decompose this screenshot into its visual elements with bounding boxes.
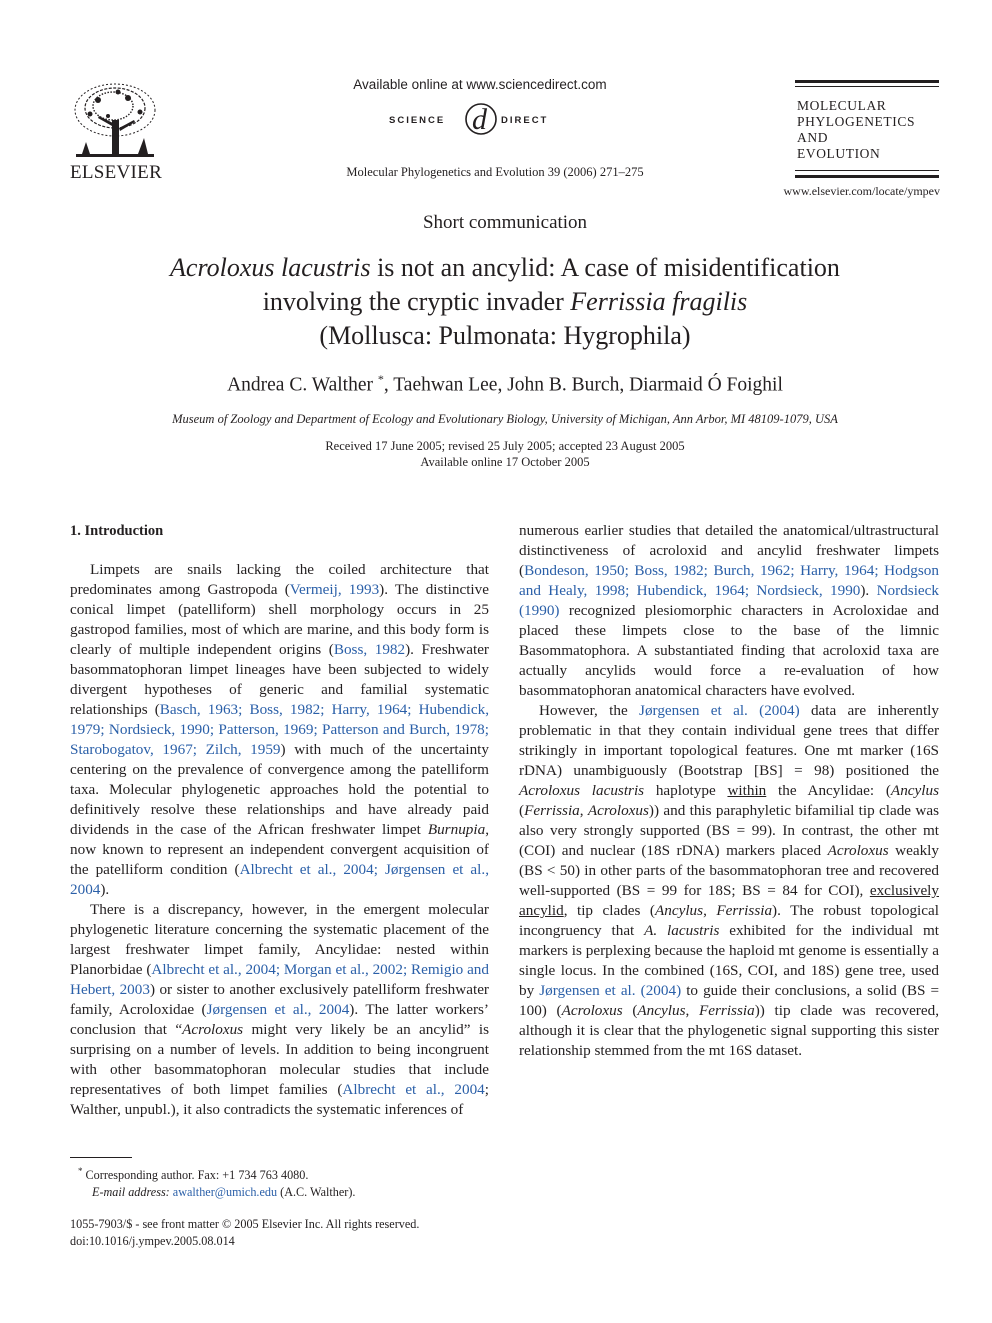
body-text: the xyxy=(865,622,901,639)
body-text: ). Freshwater basommatophoran limpet lineages have been subjected to widely divergent hypotheses of generic and familial systematic relationships ( xyxy=(70,641,489,718)
body-text: substantiated xyxy=(654,642,742,659)
body-text: ) or sister to another exclusively patelliform freshwater family, Acroloxidae ( xyxy=(70,981,489,1018)
citation-link[interactable]: 1998; xyxy=(594,582,637,599)
corresponding-author-mark[interactable]: * xyxy=(377,372,384,386)
journal-url-link[interactable]: www.elsevier.com/locate/ympev xyxy=(783,184,940,198)
italic-term: A. lacustris xyxy=(644,922,720,939)
body-text: actually xyxy=(519,662,586,679)
body-text: , tip clades ( xyxy=(563,902,655,919)
affiliation: Museum of Zoology and Department of Ecology and Evolutionary Biology, University of Michigan, Ann Arbor, MI 48109-1079, USA xyxy=(172,412,838,426)
footnote-email-label: E-mail address: xyxy=(92,1185,170,1200)
journal-rule xyxy=(795,170,939,171)
sciencedirect-logo-icon xyxy=(385,98,585,140)
journal-name xyxy=(797,98,947,162)
body-text: in xyxy=(812,602,833,619)
body-text: numerous xyxy=(519,522,585,539)
body-text: the xyxy=(758,522,783,539)
front-matter xyxy=(70,1216,500,1250)
italic-term: Ferrissia xyxy=(699,1002,755,1019)
copyright-line: 1055-7903/$ - see front matter © 2005 Elsevier Inc. All rights reserved. xyxy=(70,1217,420,1231)
body-text: ( xyxy=(519,802,525,819)
body-text: to guide their conclusions, a solid (BS = 100) ( xyxy=(519,982,940,1019)
body-text: , xyxy=(685,1002,699,1019)
body-text: data are inherently problematic in that they contain individual gene trees that differ strikingly in important topological features. One mt marker (16S rDNA) unambiguously (Bootstrap [BS] = 98) positioned the xyxy=(519,702,939,779)
body-text: ). The distinctive conical limpet (patelliform) shell morphology occurs in 25 gastropod families, most of which are marine, and this body form is clearly of multiple independent origins ( xyxy=(70,581,489,658)
body-text: are xyxy=(920,642,939,659)
body-text: the xyxy=(758,622,794,639)
body-text: placed xyxy=(519,622,575,639)
body-text: base xyxy=(793,622,837,639)
body-text: these xyxy=(574,622,623,639)
journal-name-line: EVOLUTION xyxy=(797,146,881,161)
body-text: of xyxy=(622,542,650,559)
citation-link[interactable]: 1982; xyxy=(673,562,714,579)
journal-name-line: MOLECULAR xyxy=(797,98,887,113)
italic-term: Acroloxus xyxy=(561,1002,623,1019)
body-text: evolved. xyxy=(803,682,856,699)
svg-text:d: d xyxy=(472,103,487,136)
citation-link[interactable]: Boss, xyxy=(634,562,674,579)
title-line-2: involving the cryptic invader xyxy=(262,287,571,316)
body-text: to xyxy=(730,622,759,639)
italic-term: Acroloxus xyxy=(827,842,889,859)
citation-link[interactable]: Vermeij, 1993 xyxy=(289,581,380,598)
citation-link[interactable]: 1964; xyxy=(843,562,885,579)
body-text: close xyxy=(683,622,731,639)
paragraph-3 xyxy=(519,701,939,1061)
citation-link[interactable]: Bondeson, xyxy=(524,562,595,579)
journal-rule xyxy=(795,80,939,83)
citation-link[interactable]: Albrecht et al., 2004; Morgan et al., 2002; Remigio and Hebert, 2003 xyxy=(70,961,489,998)
italic-term: Ferrissia xyxy=(716,902,773,919)
citation-link[interactable]: Basch, 1963; Boss, 1982; Harry, 1964; Hubendick, 1979; Nordsieck, 1990; Patterson, 1969; Patterson and Burch, 1978; Starobogatov, 1967; Zilch, 1959 xyxy=(70,701,490,758)
body-text: ). xyxy=(100,881,110,898)
body-text: acroloxid xyxy=(649,542,721,559)
article-dates xyxy=(0,438,992,470)
italic-term: Acroloxus xyxy=(182,1021,244,1038)
body-text: ( xyxy=(519,562,525,579)
title-species-2: Ferrissia fragilis xyxy=(570,287,748,316)
body-text: exhibited for the individual mt markers is perplexing because the haploid mt genome is essentially a single locus. In the combined (16S, COI, and 18S) gene tree, used by xyxy=(519,922,939,999)
journal-rule xyxy=(795,175,939,178)
paragraph-2-continued xyxy=(519,521,939,701)
journal-name-line: AND xyxy=(797,130,829,145)
body-text: ). The robust topological incongruency that xyxy=(519,902,939,939)
received-dates: Received 17 June 2005; revised 25 July 2005; accepted 23 August 2005 xyxy=(325,439,685,453)
body-text: basommatophoran xyxy=(519,682,635,699)
citation-link[interactable]: Jørgensen et al. (2004) xyxy=(539,982,682,999)
body-text: A xyxy=(636,642,655,659)
publisher-wordmark: ELSEVIER xyxy=(69,162,163,183)
section-label: Short communication xyxy=(422,212,588,233)
journal-rule xyxy=(795,86,939,87)
author-first[interactable]: Andrea C. Walther xyxy=(227,374,373,396)
citation-link[interactable]: Healy, xyxy=(548,582,595,599)
body-text: freshwater xyxy=(816,542,895,559)
author-list xyxy=(0,372,992,397)
citation-link[interactable]: Albrecht et al., 2004 xyxy=(342,1081,485,1098)
title-line-1: is not an ancylid: A case of misidentification xyxy=(370,253,840,282)
body-text: taxa xyxy=(887,642,921,659)
article-title xyxy=(96,251,914,353)
available-online-text: Available online at www.sciencedirect.com xyxy=(353,77,607,92)
body-text: anatomical/ultrastructural xyxy=(782,522,939,539)
italic-term: Acroloxus lacustris xyxy=(519,782,645,799)
body-text: limpets xyxy=(622,622,684,639)
body-text: and xyxy=(721,542,758,559)
body-text: Acroloxidae xyxy=(832,602,918,619)
body-text: re-evaluation xyxy=(783,662,883,679)
body-text: , xyxy=(579,802,588,819)
body-text: characters xyxy=(741,602,813,619)
citation-link[interactable]: 1990 xyxy=(830,582,861,599)
citation-link[interactable]: 1962; xyxy=(759,562,801,579)
body-text: )) and this paraphyletic bifamilial tip clade was also very strongly supported (BS = 99). In contrast, the other mt (COI) and nuclear (18S rDNA) markers placed xyxy=(519,802,939,859)
body-text: There is a discrepancy, however, in the emergent molecular phylogenetic literature concerning the systematic placement of the largest freshwater limpet family, Ancylidae: nested within Planorbidae ( xyxy=(70,901,489,978)
emphasis-underline: exclusively ancylid xyxy=(519,882,939,919)
body-text: detailed xyxy=(705,522,759,539)
body-text: , now known to represent an independent convergent acquisition of the patelliform condition ( xyxy=(70,821,489,878)
paragraph-2 xyxy=(70,900,489,1120)
citation-link[interactable]: Albrecht et al., 2004; Jørgensen et al., 2004 xyxy=(70,861,489,898)
citation-link[interactable]: (1990) xyxy=(519,602,560,619)
journal-name-line: PHYLOGENETICS xyxy=(797,114,916,129)
body-text: that xyxy=(792,642,823,659)
citation-link[interactable]: Jørgensen et al. (2004) xyxy=(639,702,800,719)
body-text: weakly (BS < 50) in other parts of the basommatophoran tree and recovered well-supported (BS = 99 for 18S; BS = 84 for COI), xyxy=(519,842,939,899)
author-rest: , Taehwan Lee, John B. Burch, Diarmaid Ó Foighil xyxy=(383,374,783,396)
citation-link[interactable]: Harry, xyxy=(800,562,844,579)
citation-link[interactable]: Hubendick, xyxy=(636,582,715,599)
body-text: ; Walther, unpubl.), it also contradicts the systematic inferences of xyxy=(70,1081,489,1118)
body-text: distinctiveness xyxy=(519,542,623,559)
footnote-email-suffix: (A.C. Walther). xyxy=(277,1185,356,1200)
citation-link[interactable]: Burch, xyxy=(713,562,760,579)
body-text: might very likely be an ancylid” is surprising on a number of levels. In addition to being incongruent with other basommatophoran molecular studies that include representatives of both limpet families ( xyxy=(70,1021,489,1098)
paragraph-1 xyxy=(70,560,489,900)
body-text: studies xyxy=(628,522,677,539)
body-column-right xyxy=(519,521,939,1061)
body-text: ). xyxy=(860,582,877,599)
available-date: Available online 17 October 2005 xyxy=(420,455,590,469)
footnote-corresponding: Corresponding author. Fax: +1 734 763 4080. xyxy=(85,1168,309,1183)
italic-term: Ancylus xyxy=(637,1002,686,1019)
body-text: Basommatophora. xyxy=(519,642,637,659)
body-text: of xyxy=(836,622,866,639)
journal-reference: Molecular Phylogenetics and Evolution 39 (2006) 271–275 xyxy=(346,165,644,179)
footnote xyxy=(78,1163,498,1201)
sciencedirect-left-text: SCIENCE xyxy=(389,115,446,126)
body-text: limpets xyxy=(894,542,940,559)
body-text: recognized xyxy=(559,602,645,619)
footnote-mark: * xyxy=(78,1166,83,1176)
body-text: ancylids xyxy=(585,662,654,679)
italic-term: Ancylus xyxy=(654,902,704,919)
body-text: ). The latter workers’ conclusion that “ xyxy=(70,1001,489,1038)
citation-link[interactable]: Hodgson xyxy=(884,562,939,579)
doi-line: doi:10.1016/j.ympev.2005.08.014 xyxy=(70,1234,235,1248)
italic-term: Burnupia xyxy=(427,821,486,838)
body-text: )) tip clade was recovered, although it is clear that the phylogenetic signal supporting this sister relationship stemmed from the mt 16S dataset. xyxy=(519,1002,939,1059)
body-text: have xyxy=(770,682,804,699)
body-text: anatomical xyxy=(635,682,706,699)
body-text: that xyxy=(676,522,706,539)
italic-term: Ancylus xyxy=(890,782,939,799)
citation-link[interactable]: Jørgensen et al., 2004 xyxy=(206,1001,350,1018)
body-text: would xyxy=(653,662,710,679)
italic-term: Acroloxus xyxy=(587,802,649,819)
body-text: the Ancylidae: ( xyxy=(766,782,891,799)
footnote-email-link[interactable]: awalther@umich.edu xyxy=(172,1185,278,1200)
body-text: and xyxy=(917,602,940,619)
title-species-1: Acroloxus lacustris xyxy=(170,253,371,282)
body-text: ) with much of the uncertainty centering on the prevalence of convergence among the patelliform taxa. Molecular phylogenetic approaches hold the potential to definitively resolve these relationships and have already paid dividends in the case of the African freshwater limpet xyxy=(70,741,489,838)
body-column-left xyxy=(70,521,489,1120)
body-text: a xyxy=(759,662,784,679)
body-text: ( xyxy=(622,1002,638,1019)
citation-link[interactable]: Nordsieck xyxy=(876,582,940,599)
body-text: force xyxy=(709,662,760,679)
body-text: haplotype xyxy=(644,782,728,799)
sciencedirect-right-text: DIRECT xyxy=(501,115,549,126)
body-text: , xyxy=(703,902,717,919)
body-text: finding xyxy=(741,642,793,659)
body-text: However, the xyxy=(539,702,640,719)
citation-link[interactable]: and xyxy=(519,582,549,599)
title-line-3: (Mollusca: Pulmonata: Hygrophila) xyxy=(319,321,691,350)
footnote-rule xyxy=(70,1157,132,1158)
body-text: how xyxy=(912,662,939,679)
body-text: Limpets are snails lacking the coiled architecture that predominates among Gastropoda ( xyxy=(70,561,489,598)
body-text: characters xyxy=(705,682,771,699)
body-text: limnic xyxy=(900,622,939,639)
section-heading: 1. Introduction xyxy=(70,523,164,539)
emphasis-underline: within xyxy=(727,782,767,799)
citation-link[interactable]: 1950; xyxy=(594,562,635,579)
body-text: plesiomorphic xyxy=(644,602,742,619)
body-text: earlier xyxy=(584,522,629,539)
body-text: of xyxy=(882,662,913,679)
italic-term: Ferrissia xyxy=(524,802,580,819)
citation-link[interactable]: Boss, 1982 xyxy=(333,641,406,658)
citation-link[interactable]: Nordsieck, xyxy=(756,582,830,599)
citation-link[interactable]: 1964; xyxy=(714,582,757,599)
body-text: acroloxid xyxy=(822,642,888,659)
body-text: ancylid xyxy=(757,542,817,559)
